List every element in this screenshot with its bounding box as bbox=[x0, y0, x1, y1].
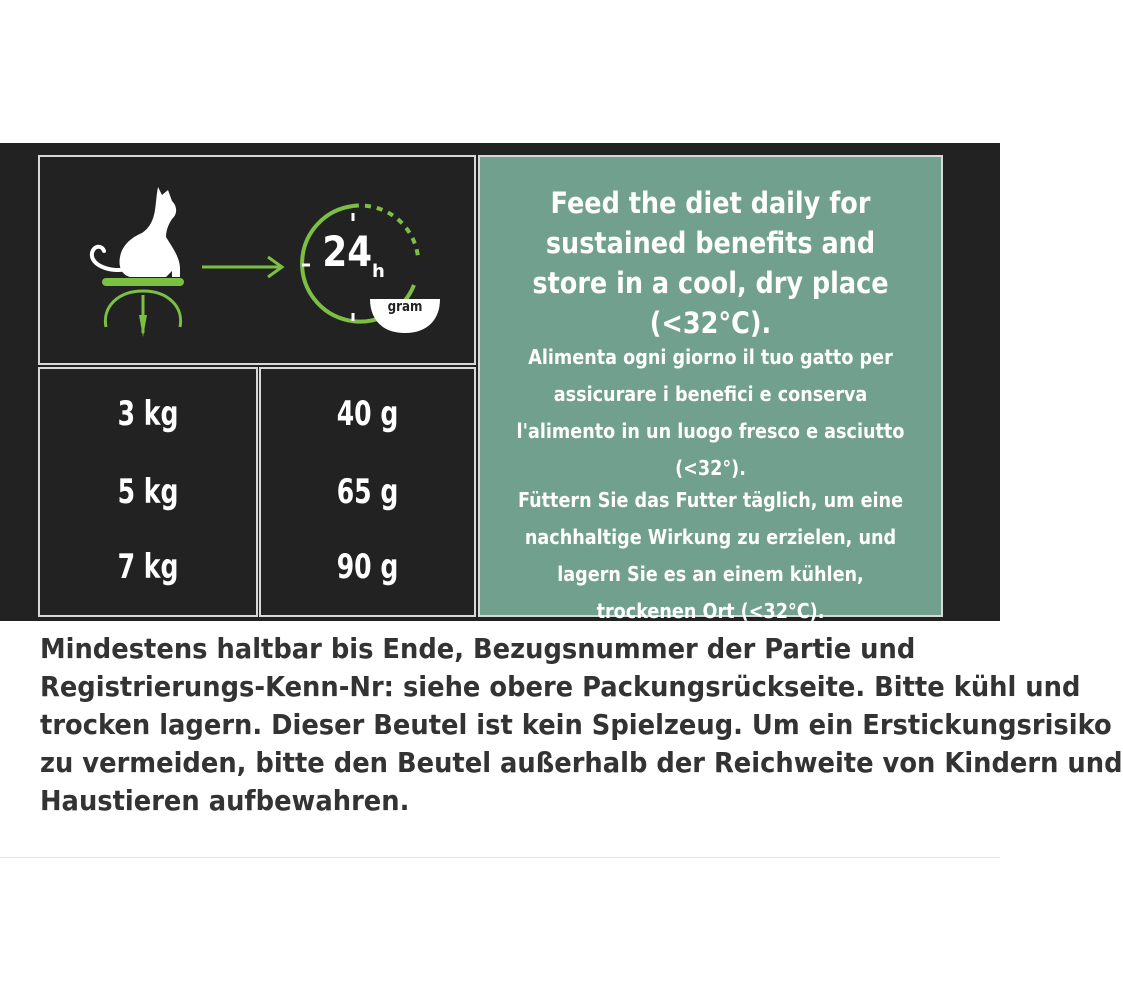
divider bbox=[0, 857, 1000, 858]
instructions-cell bbox=[478, 155, 943, 623]
storage-notice-line: Mindestens haltbar bis Ende, Bezugsnummer der Partie und bbox=[40, 632, 916, 665]
grams-value: 40 g bbox=[336, 394, 399, 434]
feeding-icon-cell bbox=[38, 155, 476, 365]
clock-hours-label: 24 bbox=[322, 227, 373, 276]
cat-on-scale-icon bbox=[92, 187, 184, 337]
feeding-illustration bbox=[40, 157, 474, 363]
instruction-german: Füttern Sie das Futter täglich, um eine nachhaltige Wirkung zu erzielen, und lagern Sie es an einem kühlen, trockenen Ort (<32°C). bbox=[517, 488, 904, 623]
clock-unit-label: h bbox=[372, 261, 385, 282]
storage-notice-line: Registrierungs-Kenn-Nr: siehe obere Packungsrückseite. Bitte kühl und bbox=[40, 670, 1081, 703]
weight-value: 3 kg bbox=[117, 394, 179, 434]
bowl-gram-label: gram bbox=[387, 299, 423, 315]
weight-column bbox=[38, 367, 258, 617]
storage-notice-line: trocken lagern. Dieser Beutel ist kein Spielzeug. Um ein Erstickungsrisiko bbox=[40, 708, 1112, 741]
instruction-italian: Alimenta ogni giorno il tuo gatto per assicurare i benefici e conserva l'alimento in un luogo fresco e asciutto (<32°). bbox=[516, 345, 905, 480]
storage-notice-line: zu vermeiden, bitte den Beutel außerhalb der Reichweite von Kindern und bbox=[40, 746, 1123, 779]
grams-column bbox=[259, 367, 476, 617]
weight-value: 5 kg bbox=[117, 472, 179, 512]
instruction-english: Feed the diet daily for sustained benefits and store in a cool, dry place (<32°C). bbox=[532, 186, 889, 340]
storage-notice-line: Haustieren aufbewahren. bbox=[40, 784, 410, 817]
grams-value: 65 g bbox=[336, 472, 399, 512]
storage-notice bbox=[40, 630, 1123, 820]
weight-value: 7 kg bbox=[117, 547, 179, 587]
arrow-right-icon bbox=[202, 257, 282, 277]
grams-value: 90 g bbox=[336, 547, 399, 587]
